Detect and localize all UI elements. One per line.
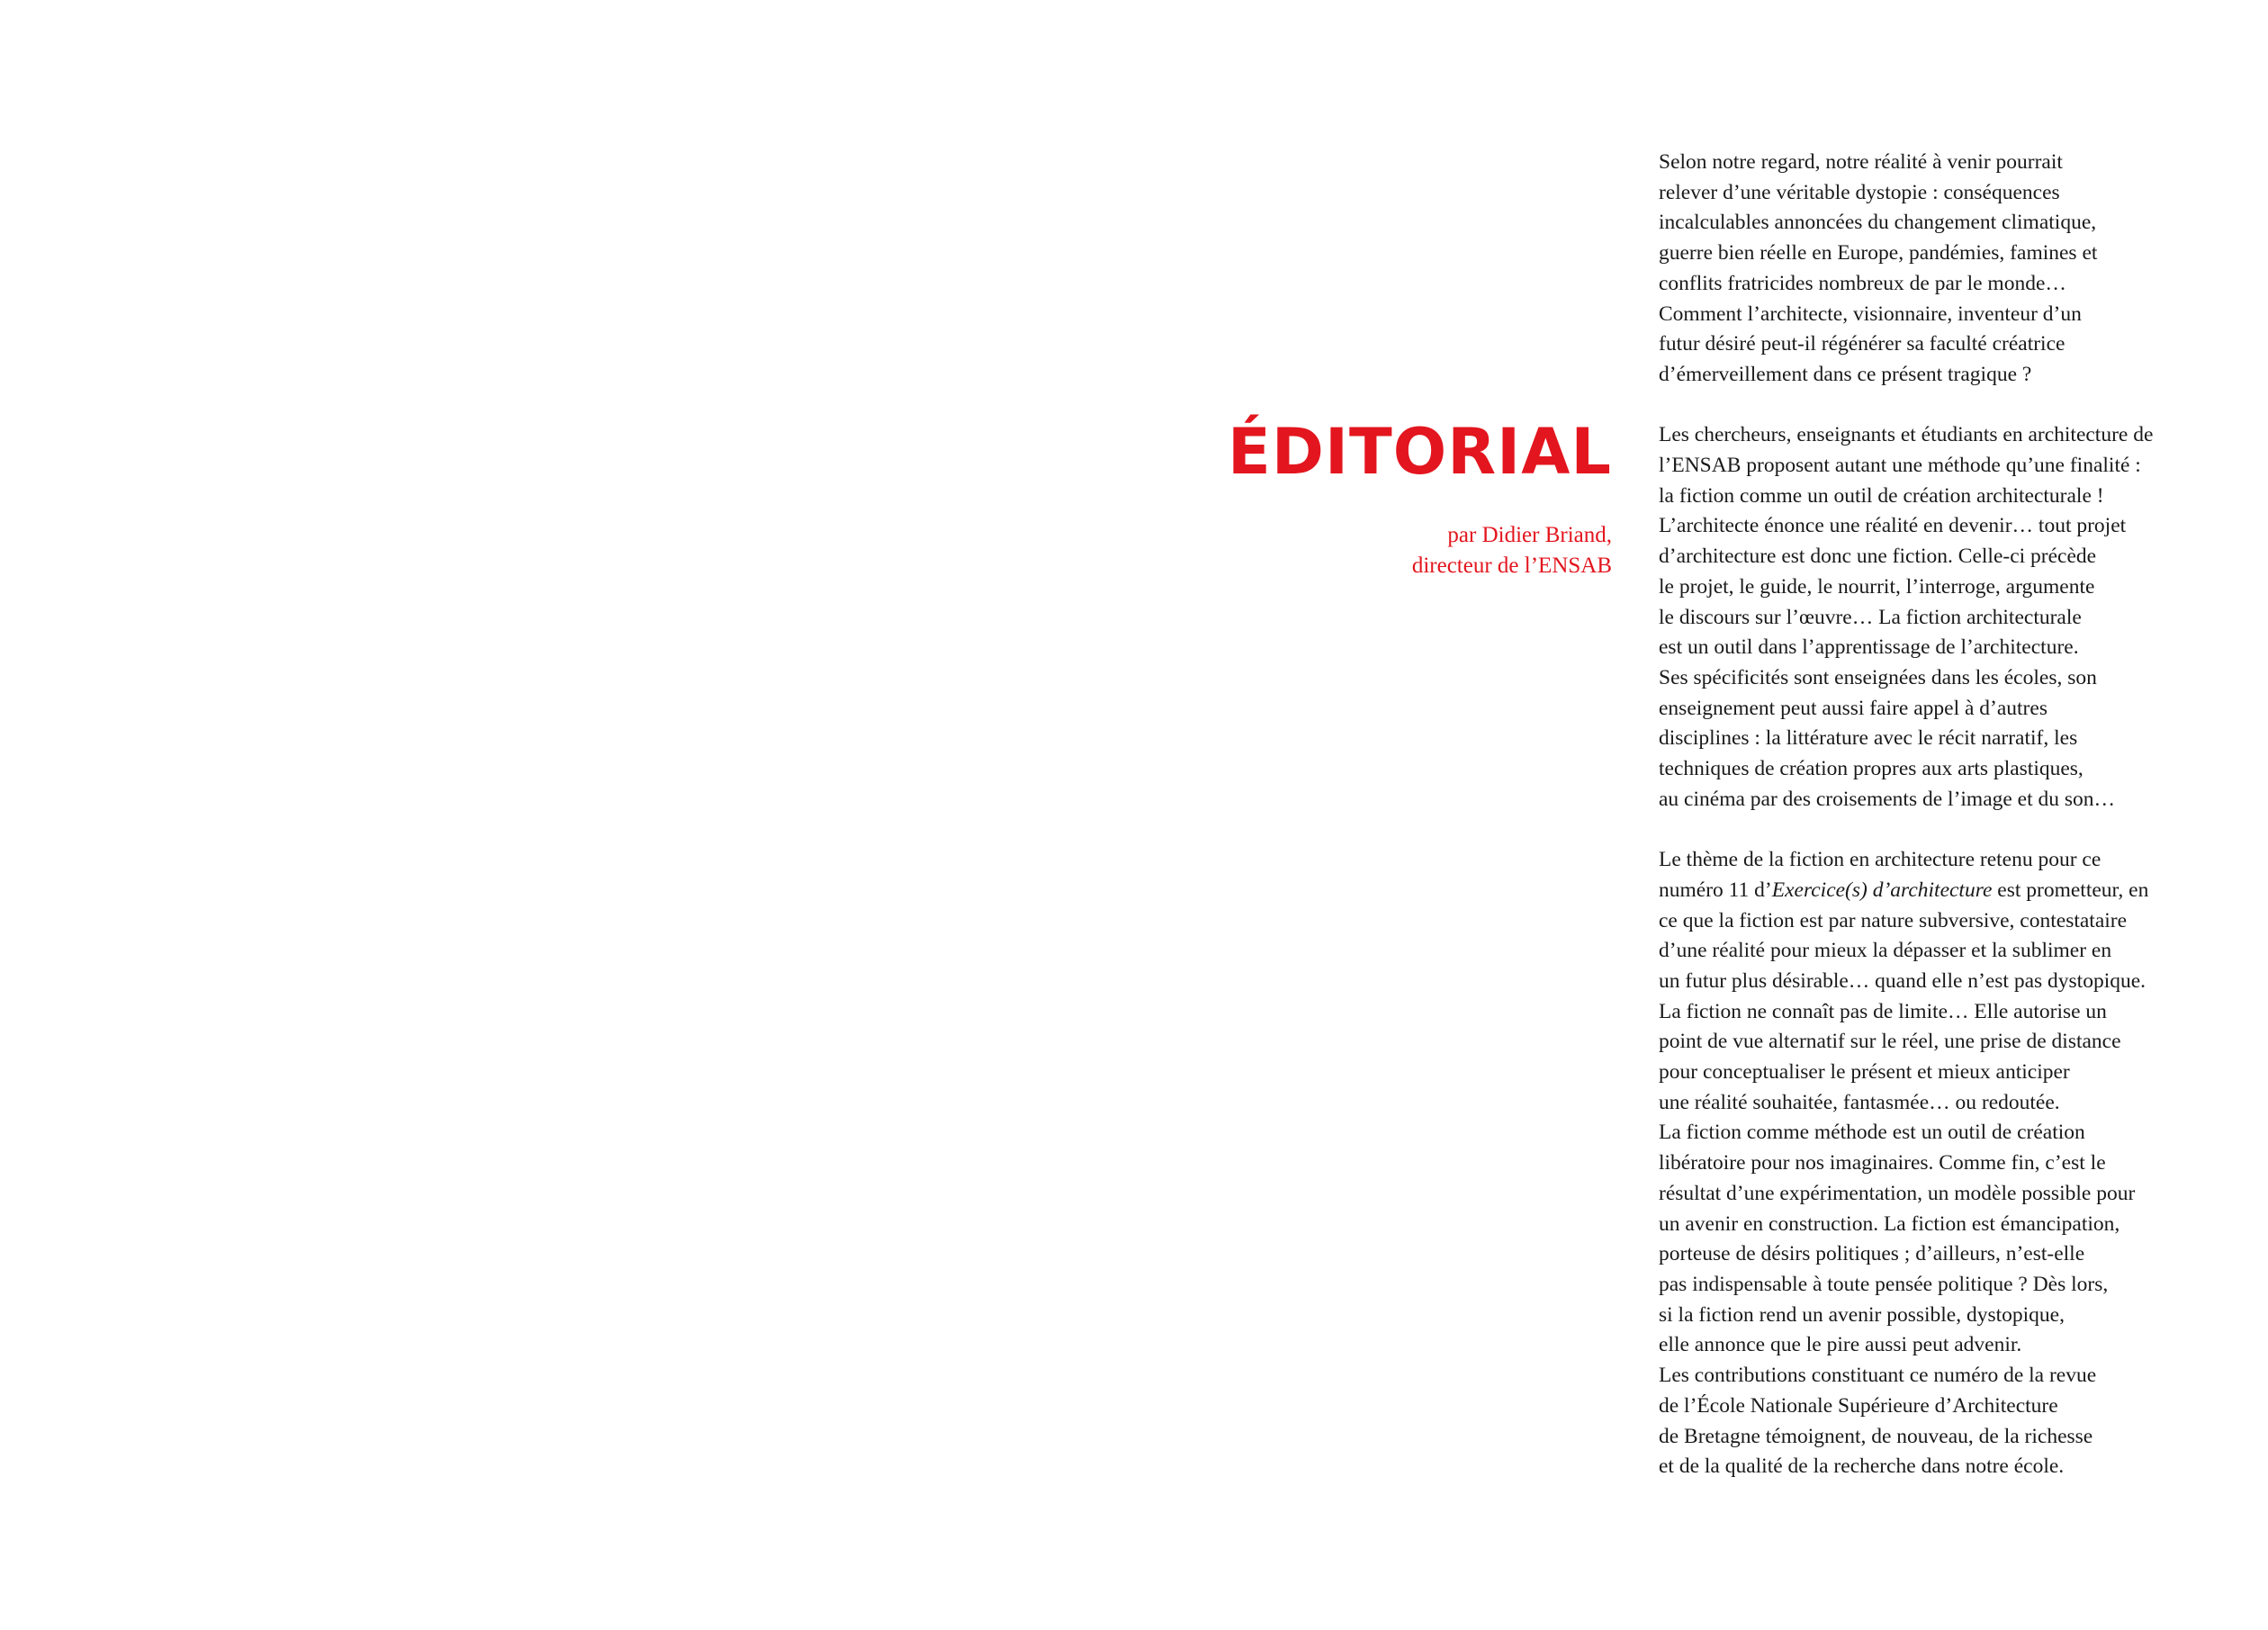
text-line: d’émerveillement dans ce présent tragique ? [1659,362,2032,386]
text-line: incalculables annoncées du changement climatique, [1659,211,2097,235]
text-line: de Bretagne témoignent, de nouveau, de la richesse [1659,1424,2093,1448]
text-line: enseignement peut aussi faire appel à d’autres [1659,696,2048,720]
text-line: est un outil dans l’apprentissage de l’architecture. [1659,635,2079,660]
text-line: pas indispensable à toute pensée politique ? Dès lors, [1659,1272,2109,1296]
text-line: la fiction comme un outil de création architecturale ! [1659,483,2104,508]
text-run: est prometteur, en [1992,878,2149,902]
text-line: l’ENSAB proposent autant une méthode qu’une finalité : [1659,454,2141,478]
text-line: ce que la fiction est par nature subversive, contestataire [1659,908,2128,932]
byline [1072,520,1612,581]
text-line: pour conceptualiser le présent et mieux anticiper [1659,1060,2070,1085]
text-line: La fiction comme méthode est un outil de création [1659,1121,2085,1145]
text-line: Le thème de la fiction en architecture retenu pour ce [1659,848,2102,872]
text-line: Selon notre regard, notre réalité à venir pourrait [1659,150,2063,174]
paragraph-2 [1659,420,2262,815]
text-line-with-title [1659,876,2262,906]
text-line: Ses spécificités sont enseignées dans les écoles, son [1659,665,2097,689]
journal-title: Exercice(s) d’architecture [1771,878,1993,902]
text-line: d’une réalité pour mieux la dépasser et la sublimer en [1659,939,2112,963]
text-line: relever d’une véritable dystopie : conséquences [1659,180,2060,204]
text-line: libératoire pour nos imaginaires. Comme fin, c’est le [1659,1151,2106,1175]
text-line: La fiction ne connaît pas de limite… Elle autorise un [1659,999,2107,1023]
text-line: elle annonce que le pire aussi peut advenir. [1659,1333,2022,1357]
text-line: et de la qualité de la recherche dans notre école. [1659,1454,2065,1479]
text-line: si la fiction rend un avenir possible, dystopique, [1659,1302,2065,1327]
text-line: techniques de création propres aux arts plastiques, [1659,757,2084,781]
text-line: une réalité souhaitée, fantasmée… ou redoutée. [1659,1090,2060,1114]
title-block [1072,416,1612,581]
page-title: ÉDITORIAL [1228,415,1612,489]
text-line: au cinéma par des croisements de l’image et du son… [1659,787,2116,811]
text-line: Comment l’architecte, visionnaire, inventeur d’un [1659,302,2082,326]
text-line: d’architecture est donc une fiction. Celle-ci précède [1659,545,2097,569]
paragraph-3 [1659,845,2262,1482]
text-line: L’architecte énonce une réalité en devenir… tout projet [1659,514,2127,538]
byline-author: par Didier Briand, [1447,523,1612,547]
text-run: numéro 11 d’ [1659,878,1772,902]
text-line: disciplines : la littérature avec le récit narratif, les [1659,726,2078,751]
paragraph-1 [1659,148,2262,391]
text-line: résultat d’une expérimentation, un modèle possible pour [1659,1181,2136,1205]
text-line: un avenir en construction. La fiction est émancipation, [1659,1211,2120,1236]
text-line: Les contributions constituant ce numéro de la revue [1659,1364,2097,1388]
text-line: guerre bien réelle en Europe, pandémies, famines et [1659,241,2098,266]
text-line: porteuse de désirs politiques ; d’ailleurs, n’est-elle [1659,1242,2085,1266]
text-line: un futur plus désirable… quand elle n’est pas dystopique. [1659,968,2146,993]
text-line: conflits fratricides nombreux de par le monde… [1659,271,2066,295]
text-line: point de vue alternatif sur le réel, une prise de distance [1659,1030,2121,1054]
text-line: Les chercheurs, enseignants et étudiants en architecture de [1659,423,2154,447]
byline-role: directeur de l’ENSAB [1411,554,1612,578]
text-line: le discours sur l’œuvre… La fiction architecturale [1659,605,2082,629]
text-line: de l’École Nationale Supérieure d’Architecture [1659,1393,2058,1418]
text-line: le projet, le guide, le nourrit, l’interroge, argumente [1659,574,2095,599]
text-line: futur désiré peut-il régénérer sa faculté créatrice [1659,332,2066,356]
body-text [1659,148,2262,1513]
